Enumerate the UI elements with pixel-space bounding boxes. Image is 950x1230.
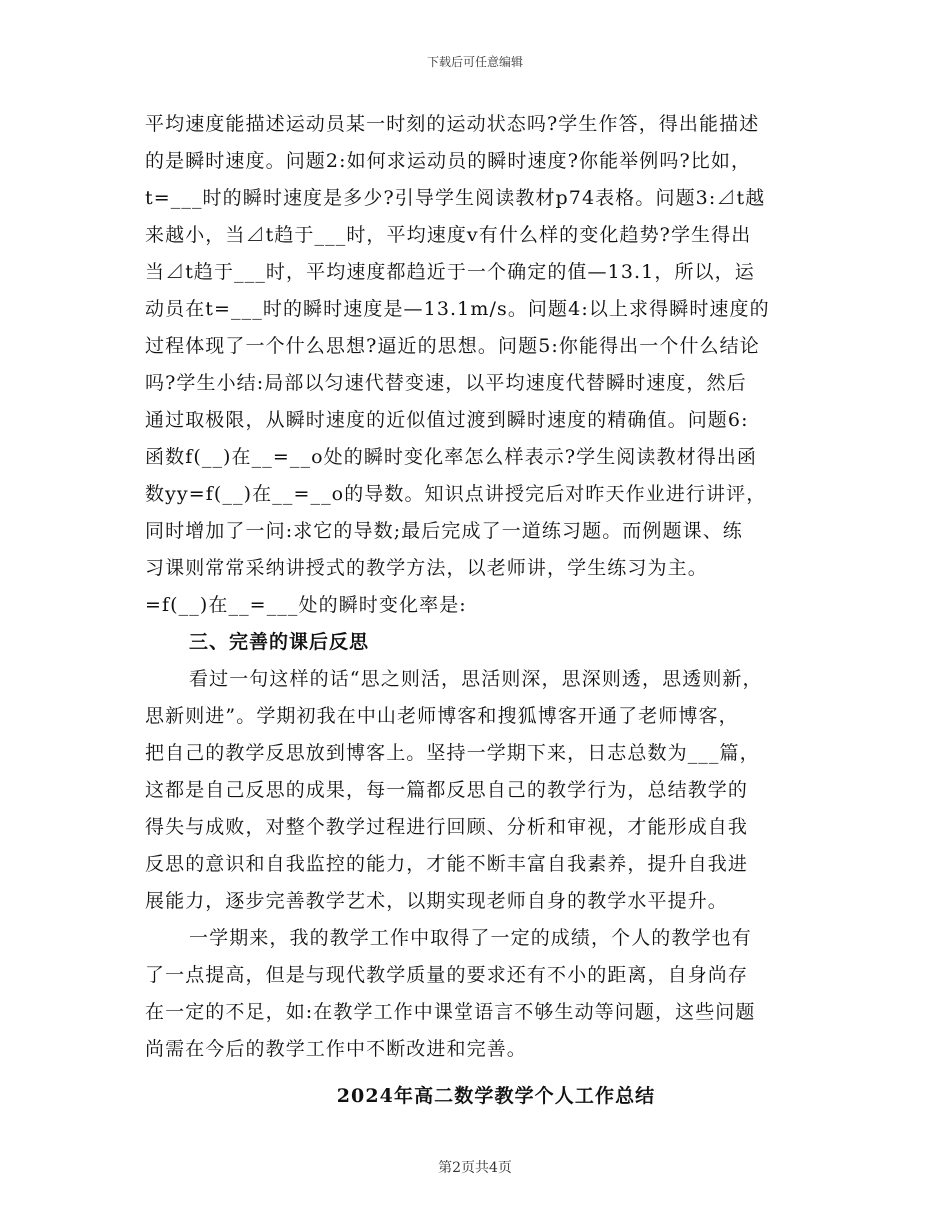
text-line: t=___时的瞬时速度是多少?引导学生阅读教材p74表格。问题3:⊿t越 [145, 187, 766, 209]
text-line: 一学期来，我的教学工作中取得了一定的成绩，个人的教学也有 [189, 927, 752, 949]
text-line: 通过取极限，从瞬时速度的近似值过渡到瞬时速度的精确值。问题6: [145, 409, 749, 431]
document-title: 2024年高二数学教学个人工作总结 [336, 1085, 656, 1107]
paragraph-2 [145, 661, 807, 920]
page-header: 下载后可任意编辑 [426, 55, 523, 69]
paragraph-1 [145, 106, 807, 624]
text-line: 把自己的教学反思放到博客上。坚持一学期下来，日志总数为___篇， [145, 742, 760, 764]
text-line: =f(__)在__=___处的瞬时变化率是: [145, 594, 467, 616]
text-line: 尚需在今后的教学工作中不断改进和完善。 [145, 1038, 527, 1060]
text-line: 过程体现了一个什么思想?逼近的思想。问题5:你能得出一个什么结论 [145, 335, 760, 357]
text-line: 吗?学生小结:局部以匀速代替变速，以平均速度代替瞬时速度，然后 [145, 372, 747, 394]
text-line: 反思的意识和自我监控的能力，才能不断丰富自我素养，提升自我进 [145, 853, 749, 875]
page-footer: 第2页共4页 [438, 1160, 512, 1176]
text-line: 数yy=f(__)在__=__o的导数。知识点讲授完后对昨天作业进行讲评， [145, 483, 767, 505]
text-line: 在一定的不足，如:在教学工作中课堂语言不够生动等问题，这些问题 [145, 1001, 756, 1023]
text-line: 展能力，逐步完善教学艺术，以期实现老师自身的教学水平提升。 [145, 890, 728, 912]
text-line: 了一点提高，但是与现代教学质量的要求还有不小的距离，自身尚存 [145, 964, 749, 986]
paragraph-3 [145, 920, 807, 1068]
text-line: 思新则进”。学期初我在中山老师博客和搜狐博客开通了老师博客， [145, 705, 739, 727]
text-line: 来越小，当⊿t趋于___时，平均速度v有什么样的变化趋势?学生得出 [145, 224, 752, 246]
text-line: 函数f(__)在__=__o处的瞬时变化率怎么样表示?学生阅读教材得出函 [145, 446, 758, 468]
text-line: 得失与成败，对整个教学过程进行回顾、分析和审视，才能形成自我 [145, 816, 749, 838]
text-line: 平均速度能描述运动员某一时刻的运动状态吗?学生作答，得出能描述 [145, 113, 760, 135]
text-line: 动员在t=___时的瞬时速度是—13.1m/s。问题4:以上求得瞬时速度的 [145, 298, 770, 320]
document-body [145, 106, 807, 1115]
text-line: 看过一句这样的话“思之则活，思活则深，思深则透，思透则新， [189, 668, 763, 690]
text-line: 当⊿t趋于___时，平均速度都趋近于一个确定的值—13.1，所以，运 [145, 261, 755, 283]
text-line: 习课则常常采纳讲授式的教学方法，以老师讲，学生练习为主。 [145, 557, 708, 579]
text-line: 这都是自己反思的成果，每一篇都反思自己的教学行为，总结教学的 [145, 779, 749, 801]
section-heading: 三、完善的课后反思 [189, 631, 370, 653]
text-line: 的是瞬时速度。问题2:如何求运动员的瞬时速度?你能举例吗?比如， [145, 150, 752, 172]
text-line: 同时增加了一问:求它的导数;最后完成了一道练习题。而例题课、练 [145, 520, 743, 542]
